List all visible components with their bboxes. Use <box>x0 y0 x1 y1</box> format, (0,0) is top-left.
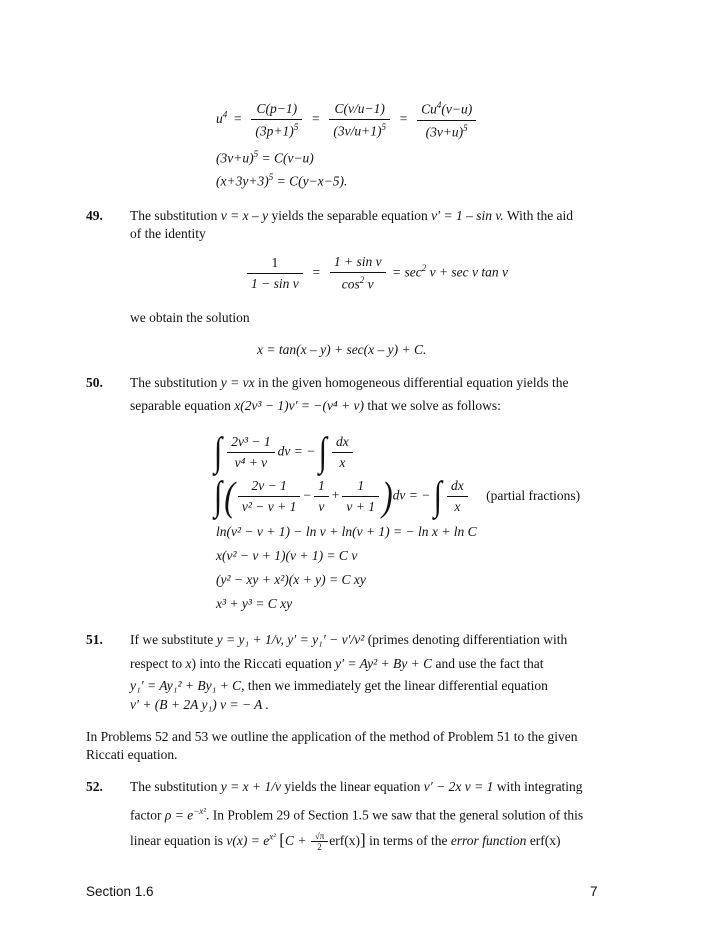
intro-52-53-line-1: In Problems 52 and 53 we outline the application of the method of Problem 51 to the given <box>86 729 578 744</box>
problem-50-step-5: (y² − xy + x²)(x + y) = C xy <box>216 572 366 587</box>
footer-page-number: 7 <box>590 884 598 899</box>
problem-50-number: 50. <box>86 375 103 390</box>
fraction-2: $\frac{C(v/u-1)}{(3v/u+1)^5}$ <box>329 101 390 140</box>
problem-51-line-3: y₁′ = Ay₁² + By₁ + C, then we immediately get the linear differential equation <box>130 678 548 693</box>
problem-51-line-2: respect to x) into the Riccati equation y′ = Ay² + By + C and use the fact that <box>130 656 544 671</box>
problem-49-line-2: of the identity <box>130 226 206 241</box>
problem-50-step-3: ln(v² − v + 1) − ln v + ln(v + 1) = − ln x + ln C <box>216 524 477 539</box>
problem-49-identity: $\frac{1}{\text{1 − sin v}}$ = $\frac{\text{1 + sin v}}{\cos^2 v}$ = $\sec^2 v + \sec v$ tan v <box>244 254 508 293</box>
problem-52-line-3: linear equation is $v(x) = e^{x^2}$ [C + $\frac{√\pi}{2}$ erf(x)] in terms of the error function erf(x) <box>130 830 561 853</box>
problem-50-step-1: ∫ $\frac{\text{2v³ − 1}}{\text{v⁴ + v}}$ dv = − ∫ $\frac{dx}{x}$ <box>214 434 356 471</box>
fraction-1: $\frac{C(p-1)}{(3p+1)^5}$ <box>251 101 302 140</box>
problem-52-line-1: The substitution y = x + 1/v yields the linear equation v′ − 2x v = 1 with integrating <box>130 779 583 794</box>
problem-49-line-3: we obtain the solution <box>130 310 250 325</box>
intro-52-53-line-2: Riccati equation. <box>86 747 178 762</box>
derivation-line-1: $u^4$ = $\frac{C(p-1)}{(3p+1)^5}$ = $\frac{C(v/u-1)}{(3v/u+1)^5}$ = $\frac{Cu^4(v-u)}{(3v+u)^5}$ <box>216 100 479 140</box>
problem-50-step-4: x(v² − v + 1)(v + 1) = C v <box>216 548 358 563</box>
problem-50-line-1: The substitution y = vx in the given homogeneous differential equation yields the <box>130 375 569 390</box>
footer-section-label: Section 1.6 <box>86 884 154 899</box>
problem-49-solution: x = tan(x – y) + sec(x – y) + C. <box>257 342 427 357</box>
problem-51-line-1: If we substitute y = y₁ + 1/v, y′ = y₁′ − v′/v² (primes denoting differentiation with <box>130 632 568 647</box>
problem-50-step-2: ∫( $\frac{2v - 1}{\text{v² − v + 1}}$ − $\frac{1}{v}$ + $\frac{1}{v + 1}$ )dv = − ∫ $\frac{dx}{x}$ (partial fractions) <box>214 472 581 520</box>
problem-49-line-1: The substitution v = x – y yields the separable equation v′ = 1 – sin v. With the aid <box>130 208 574 223</box>
derivation-line-3: $(x+3y+3)^5 = C(y-x-5)$. <box>216 172 348 189</box>
problem-50-line-2: separable equation x(2v³ − 1)v′ = −(v⁴ + v) that we solve as follows: <box>130 398 501 413</box>
fraction-3: $\frac{Cu^4(v-u)}{(3v+u)^5}$ <box>417 100 476 140</box>
problem-52-line-2: factor $\rho = e^{-x^2}$. In Problem 29 of Section 1.5 we saw that the general solution of this <box>130 806 584 823</box>
problem-51-number: 51. <box>86 632 103 647</box>
problem-50-step-6: x³ + y³ = C xy <box>216 596 293 611</box>
derivation-line-2: $(3v+u)^5 = C(v-u)$ <box>216 149 314 166</box>
problem-52-number: 52. <box>86 779 103 794</box>
problem-51-line-4: v′ + (B + 2A y₁) v = − A . <box>130 697 269 712</box>
lhs-u: u <box>216 111 223 127</box>
problem-49-number: 49. <box>86 208 103 223</box>
